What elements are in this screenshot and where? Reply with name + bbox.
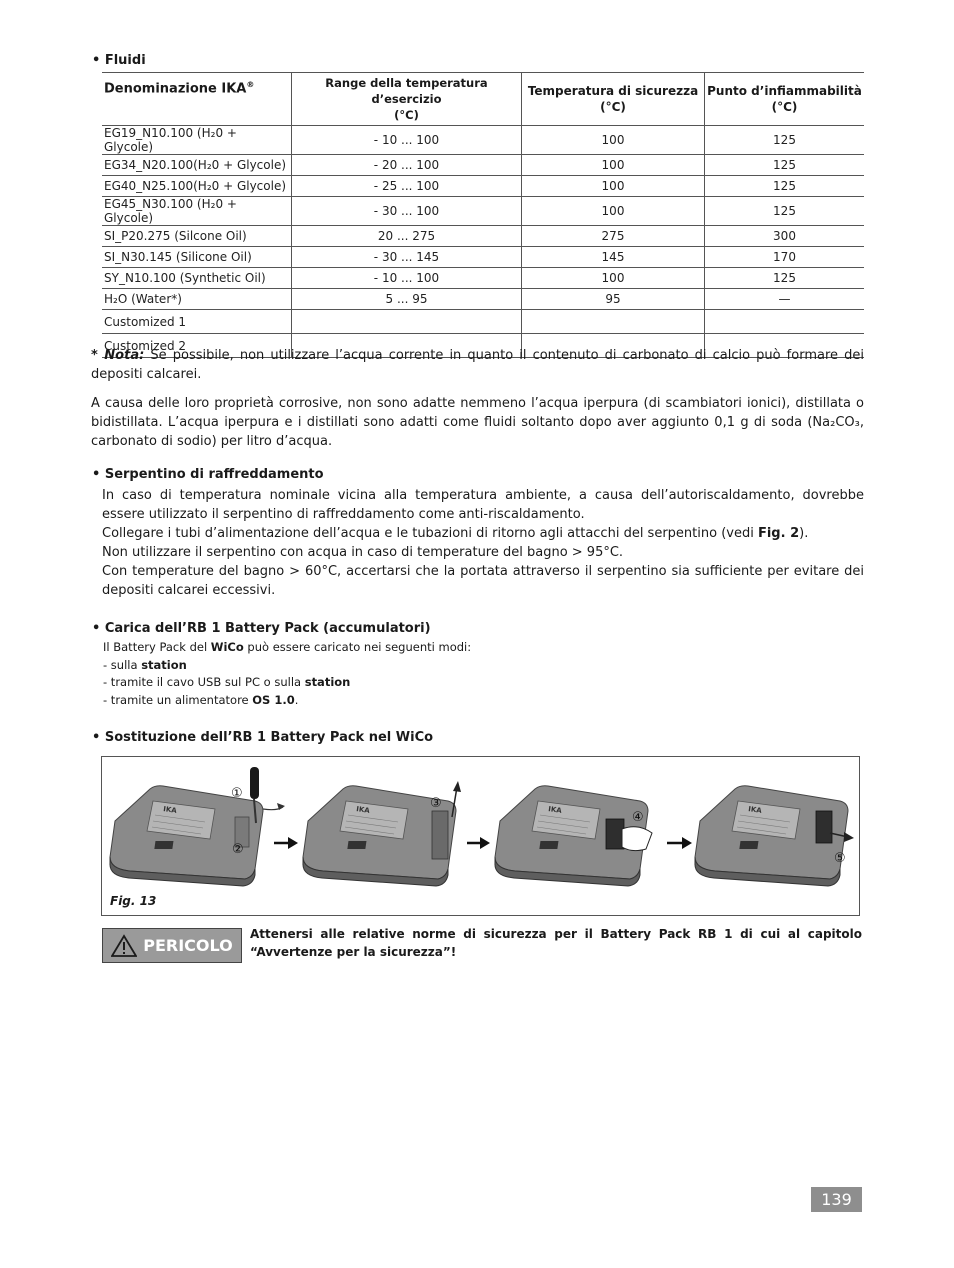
col-flash-header: Punto d’infiammabilità (°C) (705, 73, 865, 126)
step-4-marker: ④ (632, 810, 644, 825)
arrow-icon (667, 837, 692, 849)
table-row: SI_P20.275 (Silcone Oil) 20 ... 275 275 300 (102, 226, 864, 247)
page-number: 139 (811, 1187, 862, 1212)
battery-charge-list (103, 639, 471, 709)
step-5-marker: ⑤ (834, 851, 846, 866)
water-note (91, 346, 864, 384)
svg-text:IKA: IKA (162, 805, 178, 815)
battery-charge-intro: Il Battery Pack del WiCo può essere caricato nei seguenti modi: (103, 640, 472, 654)
table-row: EG34_N20.100(H₂0 + Glycole) - 20 ... 100 100 125 (102, 155, 864, 176)
step-3-marker: ③ (430, 796, 442, 811)
cooling-body (102, 486, 864, 600)
col-name-header: Denominazione IKA® (102, 73, 292, 126)
step-3-device (495, 786, 652, 886)
arrow-icon (467, 837, 490, 849)
note-label: * Nota: (91, 348, 145, 363)
step-1-marker: ① (231, 786, 243, 801)
danger-text: Attenersi alle relative norme di sicurezza per il Battery Pack RB 1 di cui al capitolo “Avvertenze per la sicurezza”! (250, 927, 862, 959)
step-4-device (695, 786, 854, 886)
battery-replacement-illustration (102, 757, 859, 915)
col-range-header: Range della temperatura d’esercizio (°C) (292, 73, 522, 126)
table-row: Customized 2 (102, 334, 864, 358)
note-text: Se possibile, non utilizzare l’acqua corrente in quanto il contenuto di carbonato di calcio può formare dei depositi calcarei. (91, 348, 864, 382)
cooling-heading: • Serpentino di raffreddamento (92, 467, 324, 482)
battery-charge-heading: • Carica dell’RB 1 Battery Pack (accumulatori) (92, 621, 431, 636)
table-row: EG40_N25.100(H₂0 + Glycole) - 25 ... 100 100 125 (102, 176, 864, 197)
table-row: Customized 1 (102, 310, 864, 334)
figure-13 (101, 756, 860, 916)
svg-text:IKA: IKA (355, 805, 371, 815)
table-row: SY_N10.100 (Synthetic Oil) - 10 ... 100 100 125 (102, 268, 864, 289)
table-header-row (102, 73, 864, 126)
battery-replace-heading: • Sostituzione dell’RB 1 Battery Pack nel WiCo (92, 730, 434, 745)
table-row: SI_N30.145 (Silicone Oil) - 30 ... 145 145 170 (102, 247, 864, 268)
step-2-marker: ② (232, 842, 244, 857)
figure-caption: Fig. 13 (110, 894, 157, 908)
list-item: - tramite un alimentatore OS 1.0. (103, 692, 299, 707)
cooling-p3: Non utilizzare il serpentino con acqua in caso di temperature del bagno > 95°C. (102, 545, 624, 560)
cooling-p1: In caso di temperatura nominale vicina alla temperatura ambiente, a causa dell’autoriscaldamento, dovrebbe essere utilizzato il serpentino di raffreddamento come anti-riscaldamento. (102, 488, 864, 522)
danger-badge (102, 928, 242, 963)
col-safety-header: Temperatura di sicurezza (°C) (522, 73, 705, 126)
hand-icon (622, 827, 652, 851)
corrosive-paragraph: A causa delle loro proprietà corrosive, non sono adatte nemmeno l’acqua iperpura (di scambiatori ionici), distillata o bidistillata. L’acqua iperpura e i distillati sono adatti come fluidi soltanto dopo aver aggiunto 0,1 g di soda (Na₂CO₃, carbonato di sodio) per litro d’acqua. (91, 396, 864, 449)
list-item: - tramite il cavo USB sul PC o sulla station (103, 675, 351, 689)
cooling-p4: Con temperature del bagno > 60°C, accertarsi che la portata attraverso il serpentino sia sufficiente per evitare dei depositi calcarei eccessivi. (102, 564, 864, 598)
arrow-icon (274, 837, 298, 849)
step-2-device (303, 781, 461, 886)
table-row: EG45_N30.100 (H₂0 + Glycole) - 30 ... 100 100 125 (102, 197, 864, 226)
table-row: EG19_N10.100 (H₂0 + Glycole) - 10 ... 100 100 125 (102, 126, 864, 155)
warning-triangle-icon (111, 934, 137, 958)
svg-text:IKA: IKA (747, 805, 763, 815)
screwdriver-icon (250, 767, 259, 799)
table-row: H₂O (Water*) 5 ... 95 95 — (102, 289, 864, 310)
step-1-device (110, 767, 285, 886)
list-item: - sulla station (103, 657, 187, 672)
danger-label: PERICOLO (143, 936, 233, 955)
fluids-heading: • Fluidi (92, 53, 146, 68)
svg-text:IKA: IKA (547, 805, 563, 815)
cooling-p2: Collegare i tubi d’alimentazione dell’acqua e le tubazioni di ritorno agli attacchi del serpentino (vedi Fig. 2). (102, 526, 809, 541)
fluids-table (102, 72, 864, 358)
